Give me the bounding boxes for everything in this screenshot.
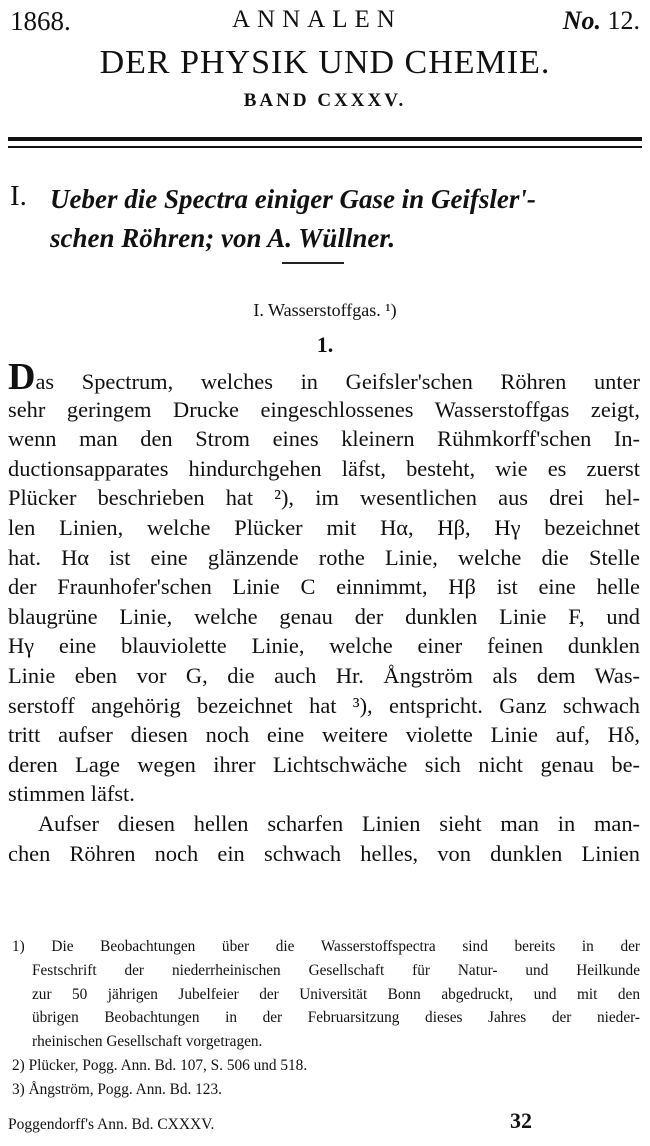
body-text bbox=[8, 356, 640, 868]
body-line: chen Röhren noch ein schwach helles, von dunklen Linien bbox=[8, 840, 640, 866]
footnote-line: übrigen Beobachtungen in der Februarsitzung dieses Jahres der nieder- bbox=[32, 1009, 640, 1027]
section-heading: I. Wasserstoffgas. ¹) bbox=[253, 300, 397, 320]
body-line: der Fraunhofer'schen Linie C einnimmt, Hβ ist eine helle bbox=[8, 574, 640, 600]
body-line: blaugrüne Linie, welche genau der dunklen Linie F, und bbox=[8, 603, 640, 629]
body-line: sehr geringem Drucke eingeschlossenes Wasserstoffgas zeigt, bbox=[8, 396, 640, 422]
header-rule-thin bbox=[8, 146, 642, 148]
body-line: hat. Hα ist eine glänzende rothe Linie, welche die Stelle bbox=[8, 544, 640, 570]
body-line: Aufser diesen hellen scharfen Linien sieht man in man- bbox=[38, 810, 640, 836]
footnotes bbox=[12, 935, 640, 1102]
title-divider bbox=[282, 262, 344, 264]
body-line: serstoff angehörig bezeichnet hat ³), entspricht. Ganz schwach bbox=[8, 692, 640, 718]
journal-title: ANNALEN bbox=[232, 6, 402, 33]
issue-prefix: No. bbox=[562, 6, 601, 35]
footnote-line: 1) Die Beobachtungen über die Wasserstoffspectra sind bereits in der bbox=[12, 938, 640, 955]
article-title-line: schen Röhren; von A. Wüllner. bbox=[50, 223, 396, 253]
article-title-line: Ueber die Spectra einiger Gase in Geifsler'- bbox=[50, 184, 536, 214]
issue-number bbox=[563, 6, 640, 36]
body-line-text: as Spectrum, welches in Geifsler'schen Röhren unter bbox=[35, 369, 640, 394]
body-line bbox=[8, 356, 640, 398]
issue-value: 12. bbox=[607, 6, 640, 35]
signature-line: Poggendorff's Ann. Bd. CXXXV. bbox=[8, 1116, 215, 1133]
article-title bbox=[50, 180, 640, 258]
body-line: Linie eben vor G, die auch Hr. Ångström als dem Was- bbox=[8, 662, 640, 688]
footnote-line: 3) Ångström, Pogg. Ann. Bd. 123. bbox=[12, 1080, 222, 1098]
body-line: stimmen läfst. bbox=[8, 781, 135, 807]
body-line: ductionsapparates hindurchgehen läfst, besteht, wie es zuerst bbox=[8, 455, 640, 481]
footnote-line: zur 50 jährigen Jubelfeier der Universität Bonn abgedruckt, und mit den bbox=[32, 985, 640, 1003]
body-line: len Linien, welche Plücker mit Hα, Hβ, Hγ bezeichnet bbox=[8, 514, 640, 540]
section-number: 1. bbox=[316, 332, 334, 357]
body-line: Plücker beschrieben hat ²), im wesentlichen aus drei hel- bbox=[8, 485, 640, 511]
body-line: Hγ eine blauviolette Linie, welche einer feinen dunklen bbox=[8, 633, 640, 659]
article-number: I. bbox=[10, 180, 27, 212]
body-line: tritt aufser diesen noch eine weitere violette Linie auf, Hδ, bbox=[8, 722, 640, 748]
body-line: wenn man den Strom eines kleinern Rühmkorff'schen In- bbox=[8, 426, 640, 452]
journal-subtitle: DER PHYSIK UND CHEMIE. bbox=[99, 44, 551, 81]
page-number: 32 bbox=[510, 1108, 532, 1133]
footnote-line: 2) Plücker, Pogg. Ann. Bd. 107, S. 506 und 518. bbox=[12, 1056, 308, 1074]
footnote-line: rheinischen Gesellschaft vorgetragen. bbox=[32, 1033, 263, 1051]
header-rule-thick bbox=[8, 137, 642, 141]
footnote-line: Festschrift der niederrheinischen Gesellschaft für Natur- und Heilkunde bbox=[32, 961, 640, 979]
body-line: deren Lage wegen ihrer Lichtschwäche sich nicht genau be- bbox=[8, 751, 640, 777]
drop-cap: D bbox=[8, 356, 36, 398]
header-year: 1868. bbox=[10, 6, 71, 36]
volume-label: BAND CXXXV. bbox=[243, 90, 407, 111]
